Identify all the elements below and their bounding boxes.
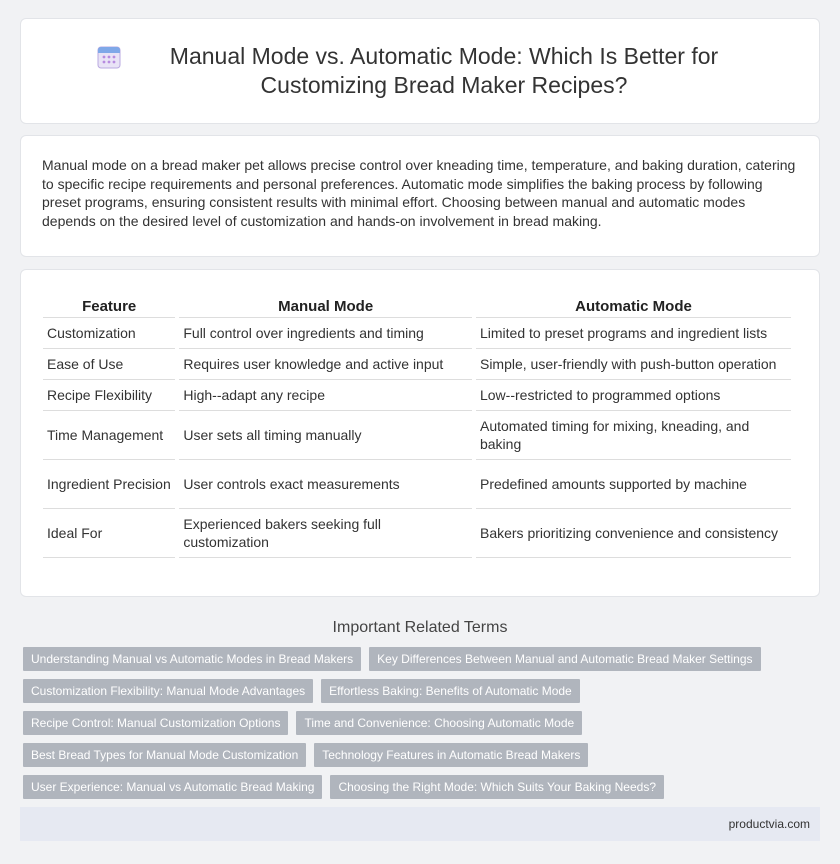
automatic-cell: Predefined amounts supported by machine xyxy=(476,460,791,509)
intro-card xyxy=(20,135,820,257)
automatic-cell: Automated timing for mixing, kneading, and baking xyxy=(476,411,791,460)
manual-cell: Full control over ingredients and timing xyxy=(179,318,472,349)
table-header-row xyxy=(43,294,791,318)
related-tag[interactable]: Time and Convenience: Choosing Automatic Mode xyxy=(296,711,582,735)
table-row xyxy=(43,318,791,349)
tag-row xyxy=(23,711,817,735)
manual-cell: Experienced bakers seeking full customization xyxy=(179,509,472,558)
feature-cell: Ease of Use xyxy=(43,349,175,380)
table-row xyxy=(43,411,791,460)
calendar-icon xyxy=(96,44,122,70)
related-tag[interactable]: Recipe Control: Manual Customization Options xyxy=(23,711,288,735)
related-tags xyxy=(0,647,840,799)
tag-row xyxy=(23,679,817,703)
title-card xyxy=(20,18,820,124)
feature-cell: Customization xyxy=(43,318,175,349)
related-tag[interactable]: Best Bread Types for Manual Mode Customization xyxy=(23,743,306,767)
related-tag[interactable]: Customization Flexibility: Manual Mode Advantages xyxy=(23,679,313,703)
related-tag[interactable]: Effortless Baking: Benefits of Automatic Mode xyxy=(321,679,580,703)
intro-text: Manual mode on a bread maker pet allows precise control over kneading time, temperature, and baking duration, catering to specific recipe requirements and personal preferences. Automatic mode simplifies the baking process by following preset programs, ensuring consistent results with minimal effort. Choosing between manual and automatic modes depends on the desired level of customization and hands-on involvement in bread making. xyxy=(42,157,796,229)
feature-cell: Ideal For xyxy=(43,509,175,558)
feature-cell: Ingredient Precision xyxy=(43,460,175,509)
related-tag[interactable]: Choosing the Right Mode: Which Suits Your Baking Needs? xyxy=(330,775,664,799)
related-tag[interactable]: Key Differences Between Manual and Automatic Bread Maker Settings xyxy=(369,647,760,671)
manual-cell: High--adapt any recipe xyxy=(179,380,472,411)
feature-cell: Recipe Flexibility xyxy=(43,380,175,411)
manual-cell: Requires user knowledge and active input xyxy=(179,349,472,380)
table-row xyxy=(43,349,791,380)
header-manual-mode: Manual Mode xyxy=(179,294,472,318)
tag-row xyxy=(23,647,817,671)
page-title: Manual Mode vs. Automatic Mode: Which Is Better for Customizing Bread Maker Recipes? xyxy=(169,43,719,98)
feature-cell: Time Management xyxy=(43,411,175,460)
related-tag[interactable]: Technology Features in Automatic Bread Makers xyxy=(314,743,588,767)
automatic-cell: Limited to preset programs and ingredient lists xyxy=(476,318,791,349)
related-tag[interactable]: Understanding Manual vs Automatic Modes in Bread Makers xyxy=(23,647,361,671)
table-row xyxy=(43,509,791,558)
comparison-card xyxy=(20,269,820,597)
header-feature: Feature xyxy=(43,294,175,318)
footer xyxy=(20,807,820,841)
table-row xyxy=(43,380,791,411)
tag-row xyxy=(23,743,817,767)
footer-site[interactable]: productvia.com xyxy=(728,817,810,831)
related-terms-title: Important Related Terms xyxy=(332,619,508,636)
table-row xyxy=(43,460,791,509)
related-tag[interactable]: User Experience: Manual vs Automatic Bread Making xyxy=(23,775,322,799)
automatic-cell: Low--restricted to programmed options xyxy=(476,380,791,411)
automatic-cell: Simple, user-friendly with push-button operation xyxy=(476,349,791,380)
title-wrap xyxy=(96,42,744,100)
comparison-table xyxy=(39,294,795,558)
manual-cell: User sets all timing manually xyxy=(179,411,472,460)
manual-cell: User controls exact measurements xyxy=(179,460,472,509)
header-automatic-mode: Automatic Mode xyxy=(476,294,791,318)
automatic-cell: Bakers prioritizing convenience and consistency xyxy=(476,509,791,558)
tag-row xyxy=(23,775,817,799)
